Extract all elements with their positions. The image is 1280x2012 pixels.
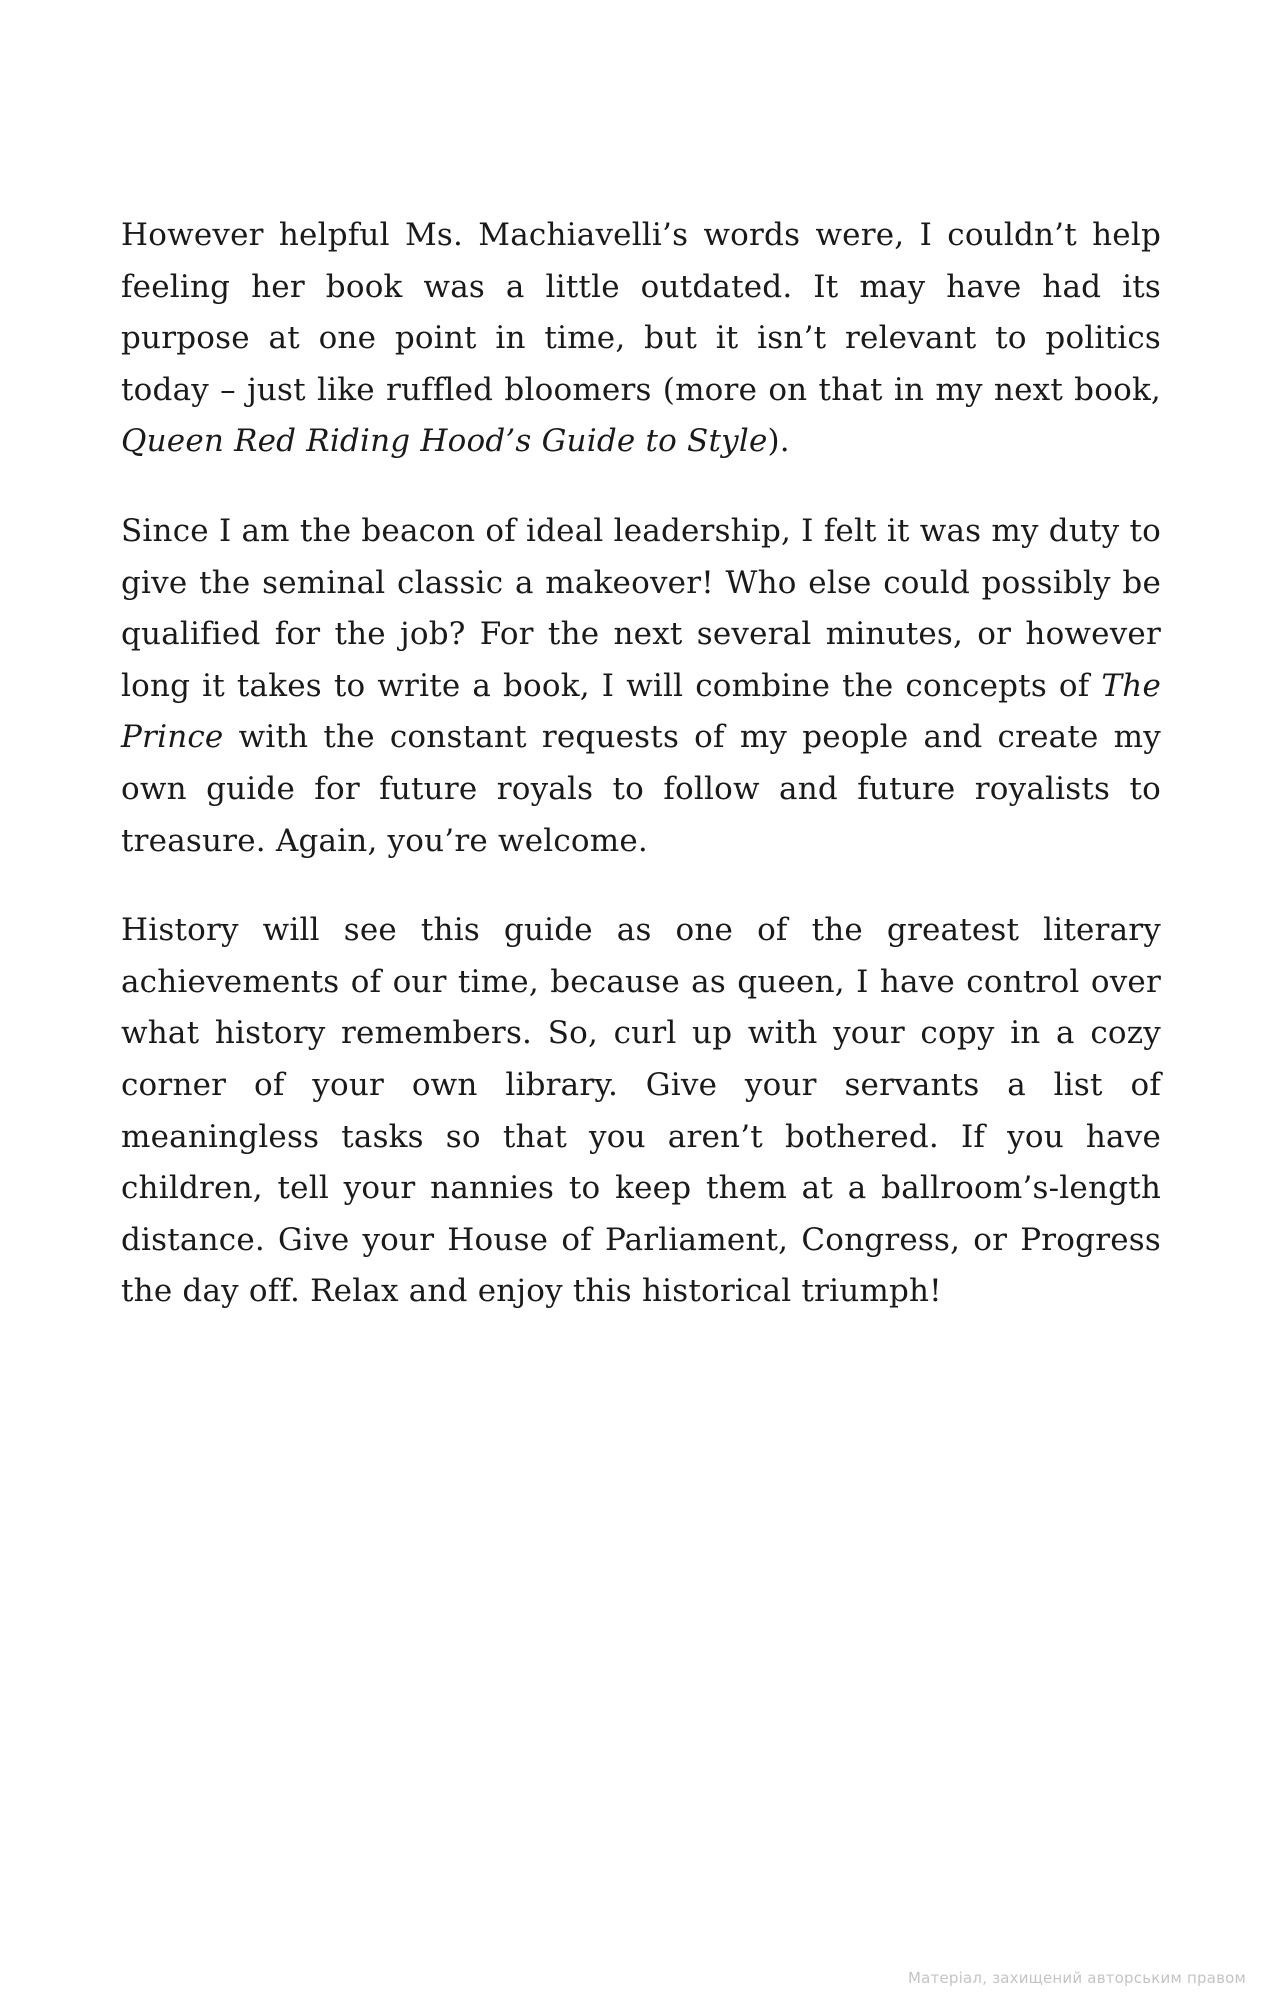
paragraph-1-text-b: ). [767, 423, 790, 460]
paragraph-3 [121, 905, 1161, 1318]
copyright-watermark: Матеріал, захищений авторським правом [907, 1969, 1246, 1987]
book-title-the-prince: The Prince [121, 667, 1161, 756]
paragraph-3-text: History will see this guide as one of the greatest literary achievements of our time, because as queen, I have control over what history remembers. So, curl up with your copy in a cozy corner of your own library. Give your servants a list of meaningless tasks so that you aren’t bothered. If you have children, tell your nannies to keep them at a ballroom’s-length distance. Give your House of Parliament, Congress, or Progress the day off. Relax and enjoy this historical triumph! [121, 912, 1161, 1310]
page-body [121, 210, 1161, 1318]
book-title-queen-red-riding-hood: Queen Red Riding Hood’s Guide to Style [121, 423, 768, 460]
paragraph-2-text-a: Since I am the beacon of ideal leadership, I felt it was my duty to give the seminal classic a makeover! Who else could possibly be qualified for the job? For the next several minutes, or however long it takes to write a book, I will combine the concepts of [121, 512, 1161, 704]
paragraph-2-text-b: with the constant requests of my people and create my own guide for future royals to follow and future royalists to treasure. Again, you’re welcome. [121, 719, 1161, 859]
paragraph-2 [121, 506, 1161, 867]
paragraph-1-text-a: However helpful Ms. Machiavelli’s words were, I couldn’t help feeling her book was a little outdated. It may have had its purpose at one point in time, but it isn’t relevant to politics today – just like ruffled bloomers (more on that in my next book, [121, 217, 1161, 408]
paragraph-1 [121, 210, 1161, 468]
